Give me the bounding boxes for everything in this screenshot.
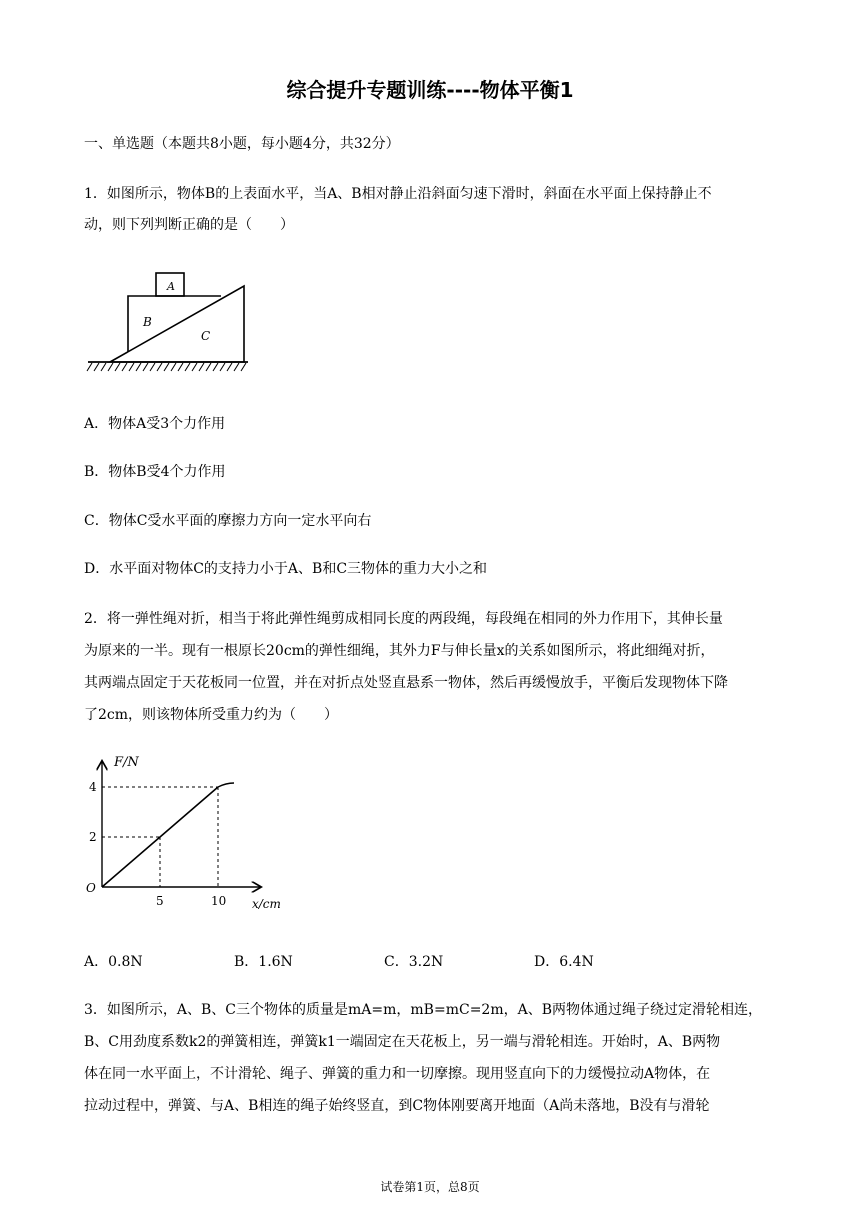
q2-stem-line-3: 其两端点固定于天花板同一位置，并在对折点处竖直悬系一物体，然后再缓慢放手，平衡后发现物体下降 [84, 675, 728, 691]
document-title: 综合提升专题训练----物体平衡1 [286, 78, 574, 102]
data-line [102, 787, 218, 887]
q2-stem-line-2: 为原来的一半。现有一根原长20cm的弹性细绳，其外力F与伸长量x的关系如图所示，将此细绳对折， [84, 643, 715, 659]
page-footer: 试卷第1页，总8页 [380, 1180, 480, 1194]
label-c: C [201, 329, 211, 343]
x-tick-label: 5 [156, 894, 164, 908]
q3-stem-line-1: 3．如图所示，A、B、C三个物体的质量是mA=m，mB=mC=2m，A、B两物体通过绳子绕过定滑轮相连， [84, 1002, 762, 1018]
q3-stem-line-3: 体在同一水平面上，不计滑轮、绳子、弹簧的重力和一切摩擦。现用竖直向下的力缓慢拉动A物体，在 [84, 1066, 711, 1082]
ground-hatching [87, 363, 246, 371]
q1-option-b: B．物体B受4个力作用 [84, 464, 226, 480]
wedge-c [110, 286, 244, 362]
q1-figure [86, 270, 256, 380]
y-tick-label: 2 [89, 830, 97, 844]
q2-option-d: D．6.4N [534, 954, 594, 970]
q2-stem-line-4: 了2cm，则该物体所受重力约为（ ） [84, 707, 339, 723]
curve-tail [218, 783, 234, 787]
q1-option-a: A．物体A受3个力作用 [84, 416, 226, 432]
q1-stem-line-1: 1．如图所示，物体B的上表面水平，当A、B相对静止沿斜面匀速下滑时，斜面在水平面上保持静止不 [84, 186, 712, 202]
x-axis-label: x/cm [252, 897, 281, 911]
label-b: B [143, 315, 152, 329]
q2-option-c: C．3.2N [384, 954, 444, 970]
q3-stem-line-2: B、C用劲度系数k2的弹簧相连，弹簧k1一端固定在天花板上，另一端与滑轮相连。开始时，A、B两物 [84, 1034, 721, 1050]
q2-option-a: A．0.8N [84, 954, 143, 970]
force-extension-graph [80, 752, 300, 922]
origin-label: O [86, 881, 96, 895]
section-heading: 一、单选题（本题共8小题，每小题4分，共32分） [84, 136, 400, 152]
q2-stem-line-1: 2．将一弹性绳对折，相当于将此弹性绳剪成相同长度的两段绳，每段绳在相同的外力作用下，其伸长量 [84, 611, 723, 627]
q2-option-b: B．1.6N [234, 954, 293, 970]
q1-option-d: D．水平面对物体C的支持力小于A、B和C三物体的重力大小之和 [84, 561, 488, 577]
q1-stem-line-2: 动，则下列判断正确的是（ ） [84, 217, 294, 233]
label-a: A [167, 280, 175, 293]
q1-option-c: C．物体C受水平面的摩擦力方向一定水平向右 [84, 513, 372, 529]
y-axis-label: F/N [114, 755, 139, 770]
q3-stem-line-4: 拉动过程中，弹簧、与A、B相连的绳子始终竖直，到C物体刚要离开地面（A尚未落地，B没有与滑轮 [84, 1098, 710, 1114]
y-tick-label: 4 [89, 780, 97, 794]
x-tick-label: 10 [211, 894, 227, 908]
